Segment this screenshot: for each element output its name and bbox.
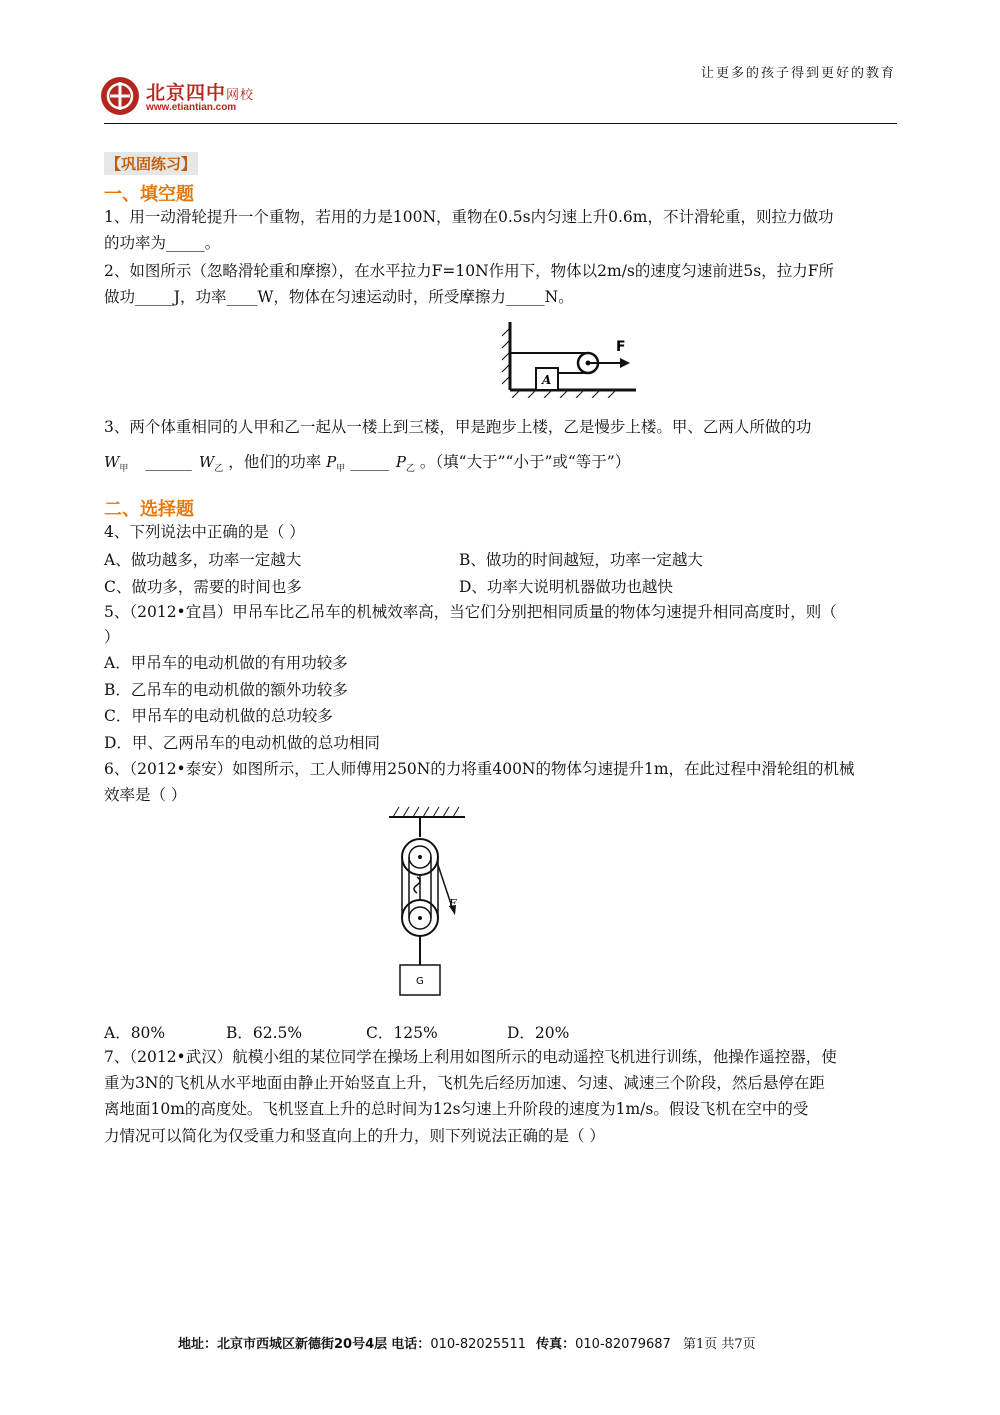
q3-line-2 <box>104 452 904 479</box>
section-title-fill: 一、填空题 <box>104 184 194 205</box>
address-label: 地址： <box>178 1337 218 1352</box>
q6-stem-line-2: 效率是（ ） <box>104 786 187 804</box>
symbol-p-jia: $P_甲$ <box>326 453 346 474</box>
q5-option-a: A．甲吊车的电动机做的有用功较多 <box>104 654 348 672</box>
logo-emblem-icon <box>100 76 140 116</box>
q4-option-d: D、功率大说明机器做功也越快 <box>459 578 673 596</box>
fax: 010-82079687 <box>575 1337 671 1352</box>
q3-blank-1: ______ <box>145 453 192 471</box>
q6-option-d: D．20% <box>507 1024 570 1042</box>
q3-blank-2: _____ <box>350 453 389 471</box>
q3-tail-text: 。（填“大于”“小于”或“等于”） <box>419 453 631 471</box>
q2-line-2: 做功_____J，功率____W，物体在匀速运动时，所受摩擦力_____N。 <box>104 288 574 306</box>
phone: 010-82025511 <box>430 1337 526 1352</box>
q6-option-a: A．80% <box>104 1024 166 1042</box>
site-logo <box>100 72 300 122</box>
q4-option-a: A、做功越多，功率一定越大 <box>104 551 302 569</box>
q3-mid-text: ，他们的功率 <box>228 453 322 471</box>
block-label: A <box>542 373 552 387</box>
pulley-figure-1 <box>496 318 646 398</box>
logo-url: www.etiantian.com <box>146 102 237 113</box>
q1-line-1: 1、用一动滑轮提升一个重物，若用的力是100N，重物在0.5s内匀速上升0.6m，不计滑轮重，则拉力做功 <box>104 208 834 226</box>
q4-option-c: C、做功多，需要的时间也多 <box>104 578 302 596</box>
q1-line-2: 的功率为_____。 <box>104 234 221 252</box>
q6-option-c: C．125% <box>366 1024 438 1042</box>
q3-line-1: 3、两个体重相同的人甲和乙一起从一楼上到三楼，甲是跑步上楼，乙是慢步上楼。甲、乙两人所做的功 <box>104 418 812 436</box>
header-divider <box>104 123 897 124</box>
section-tag: 【巩固练习】 <box>104 152 198 175</box>
q6-stem-line-1: 6、（2012•泰安）如图所示，工人师傅用250N的力将重400N的物体匀速提升1m，在此过程中滑轮组的机械 <box>104 760 855 778</box>
section-title-choice: 二、选择题 <box>104 499 194 520</box>
q5-option-c: C．甲吊车的电动机做的总功较多 <box>104 707 333 725</box>
fig2-weight-label: G <box>416 976 424 987</box>
q5-stem-line-1: 5、（2012•宜昌）甲吊车比乙吊车的机械效率高，当它们分别把相同质量的物体匀速提升相同高度时，则（ <box>104 603 837 621</box>
q5-option-b: B．乙吊车的电动机做的额外功较多 <box>104 681 348 699</box>
force-label: F <box>616 339 626 355</box>
phone-label: 电话： <box>391 1337 431 1352</box>
q4-stem: 4、下列说法中正确的是（ ） <box>104 523 305 541</box>
page-footer <box>178 1333 756 1352</box>
symbol-p-yi: $P_乙$ <box>395 453 415 474</box>
fax-label: 传真： <box>536 1337 576 1352</box>
q7-line-4: 力情况可以简化为仅受重力和竖直向上的升力，则下列说法正确的是（ ） <box>104 1127 605 1145</box>
q7-line-2: 重为3N的飞机从水平地面由静止开始竖直上升，飞机先后经历加速、匀速、减速三个阶段，然后悬停在距 <box>104 1074 825 1092</box>
q5-stem-line-2: ） <box>104 628 120 646</box>
q5-option-d: D．甲、乙两吊车的电动机做的总功相同 <box>104 734 380 752</box>
pulley-figure-2 <box>385 805 475 1000</box>
address: 北京市西城区新德街20号4层 <box>217 1337 388 1352</box>
q7-line-3: 离地面10m的高度处。飞机竖直上升的总时间为12s匀速上升阶段的速度为1m/s。假设飞机在空中的受 <box>104 1100 809 1118</box>
q4-option-b: B、做功的时间越短，功率一定越大 <box>459 551 703 569</box>
logo-name: 北京四中网校 <box>146 82 255 104</box>
symbol-w-yi: $W_乙$ <box>198 453 224 474</box>
q2-line-1: 2、如图所示（忽略滑轮重和摩擦），在水平拉力F=10N作用下，物体以2m/s的速度匀速前进5s，拉力F所 <box>104 262 834 280</box>
q7-line-1: 7、（2012•武汉）航模小组的某位同学在操场上利用如图所示的电动遥控飞机进行训练，他操作遥控器，使 <box>104 1048 837 1066</box>
slogan: 让更多的孩子得到更好的教育 <box>700 66 896 81</box>
symbol-w-jia: $W_甲$ <box>104 453 129 474</box>
q6-option-b: B．62.5% <box>226 1024 303 1042</box>
fig2-force-label: F <box>449 897 457 910</box>
page-number: 第1页 共7页 <box>682 1337 756 1352</box>
